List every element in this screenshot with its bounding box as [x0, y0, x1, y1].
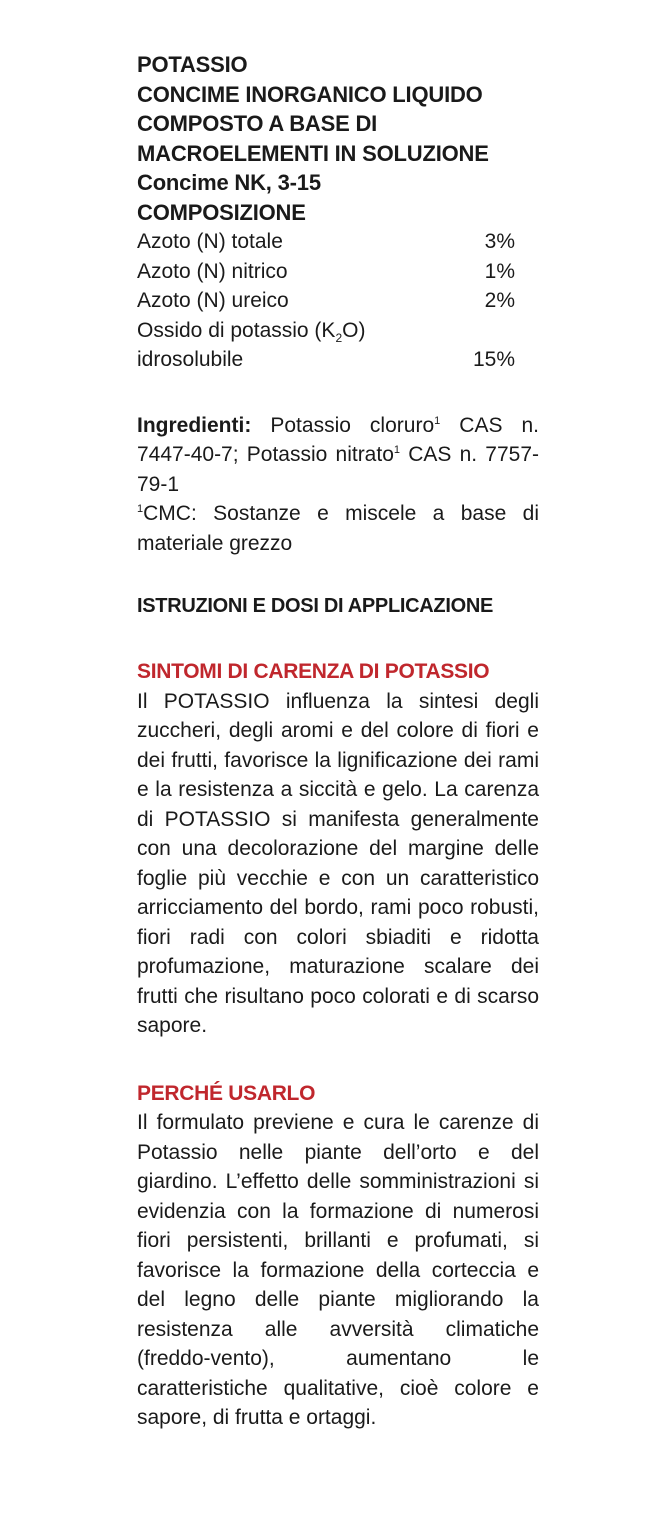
fertilizer-grade: Concime NK, 3-15 — [137, 170, 321, 195]
symptoms-heading: SINTOMI DI CARENZA DI POTASSIO — [137, 660, 490, 683]
composition-value: 15% — [472, 348, 515, 371]
product-label — [137, 50, 539, 1433]
composition-name: Azoto (N) nitrico — [137, 259, 288, 283]
why-use-text: Il formulato previene e cura le carenze di Potassio nelle piante dell’orto e del giardino. L’effetto delle somministrazioni si evidenzia con la formazione di numerosi fiori persistenti, brillanti e profumati, si favorisce la formazione della corteccia e del legno delle piante migliorando la resistenza alle avversità climatiche (freddo-vento), aumentano le caratteristiche qualitative, cioè colore e sapore, di frutta e ortaggi. — [137, 1111, 539, 1429]
composition-name: Azoto (N) ureico — [137, 289, 289, 312]
composition-table — [137, 227, 539, 375]
composition-name: Azoto (N) totale — [137, 230, 283, 253]
composition-row — [137, 257, 515, 287]
composition-value: 3% — [484, 230, 515, 253]
ingredients-footnote: $^1$CMC: Sostanze e miscele a base di materiale grezzo — [137, 502, 539, 555]
composition-name: idrosolubile — [137, 348, 244, 371]
why-use-heading: PERCHÉ USARLO — [137, 1081, 316, 1105]
product-type-line-2: COMPOSTO A BASE DI — [137, 111, 378, 136]
instructions-heading: ISTRUZIONI E DOSI DI APPLICAZIONE — [137, 595, 494, 617]
composition-row — [137, 345, 515, 375]
composition-value: 1% — [484, 259, 515, 283]
symptoms-text: Il POTASSIO influenza la sintesi degli zuccheri, degli aromi e del colore di fiori e dei frutti, favorisce la lignificazione dei rami e la resistenza a siccità e gelo. La carenza di POTASSIO si manifesta generalmente con una decolorazione del margine delle foglie più vecchie e con un caratteristico arricciamento del bordo, rami poco robusti, fiori radi con colori sbiaditi e ridotta profumazione, maturazione scalare dei frutti che risultano poco colorati e di scarso sapore. — [137, 689, 539, 1037]
composition-value: 2% — [484, 289, 515, 312]
composition-row — [137, 227, 515, 257]
product-type-line-3: MACROELEMENTI IN SOLUZIONE — [137, 140, 489, 166]
composition-row — [137, 286, 515, 316]
ingredients-block — [137, 411, 539, 559]
ingredients-label: Ingredienti: — [137, 413, 252, 437]
composition-heading: COMPOSIZIONE — [137, 199, 306, 225]
product-type-line-1: CONCIME INORGANICO LIQUIDO — [137, 81, 483, 107]
oxide-name: Ossido di potassio $(K_2O)$ — [137, 318, 366, 345]
product-name: POTASSIO — [137, 52, 248, 77]
ingredients-text: Ingredienti: Potassio cloruro$^1$ CAS n. 7447-40-7; Potassio nitrato$^1$ CAS n. 7757-79-1 — [137, 413, 540, 496]
